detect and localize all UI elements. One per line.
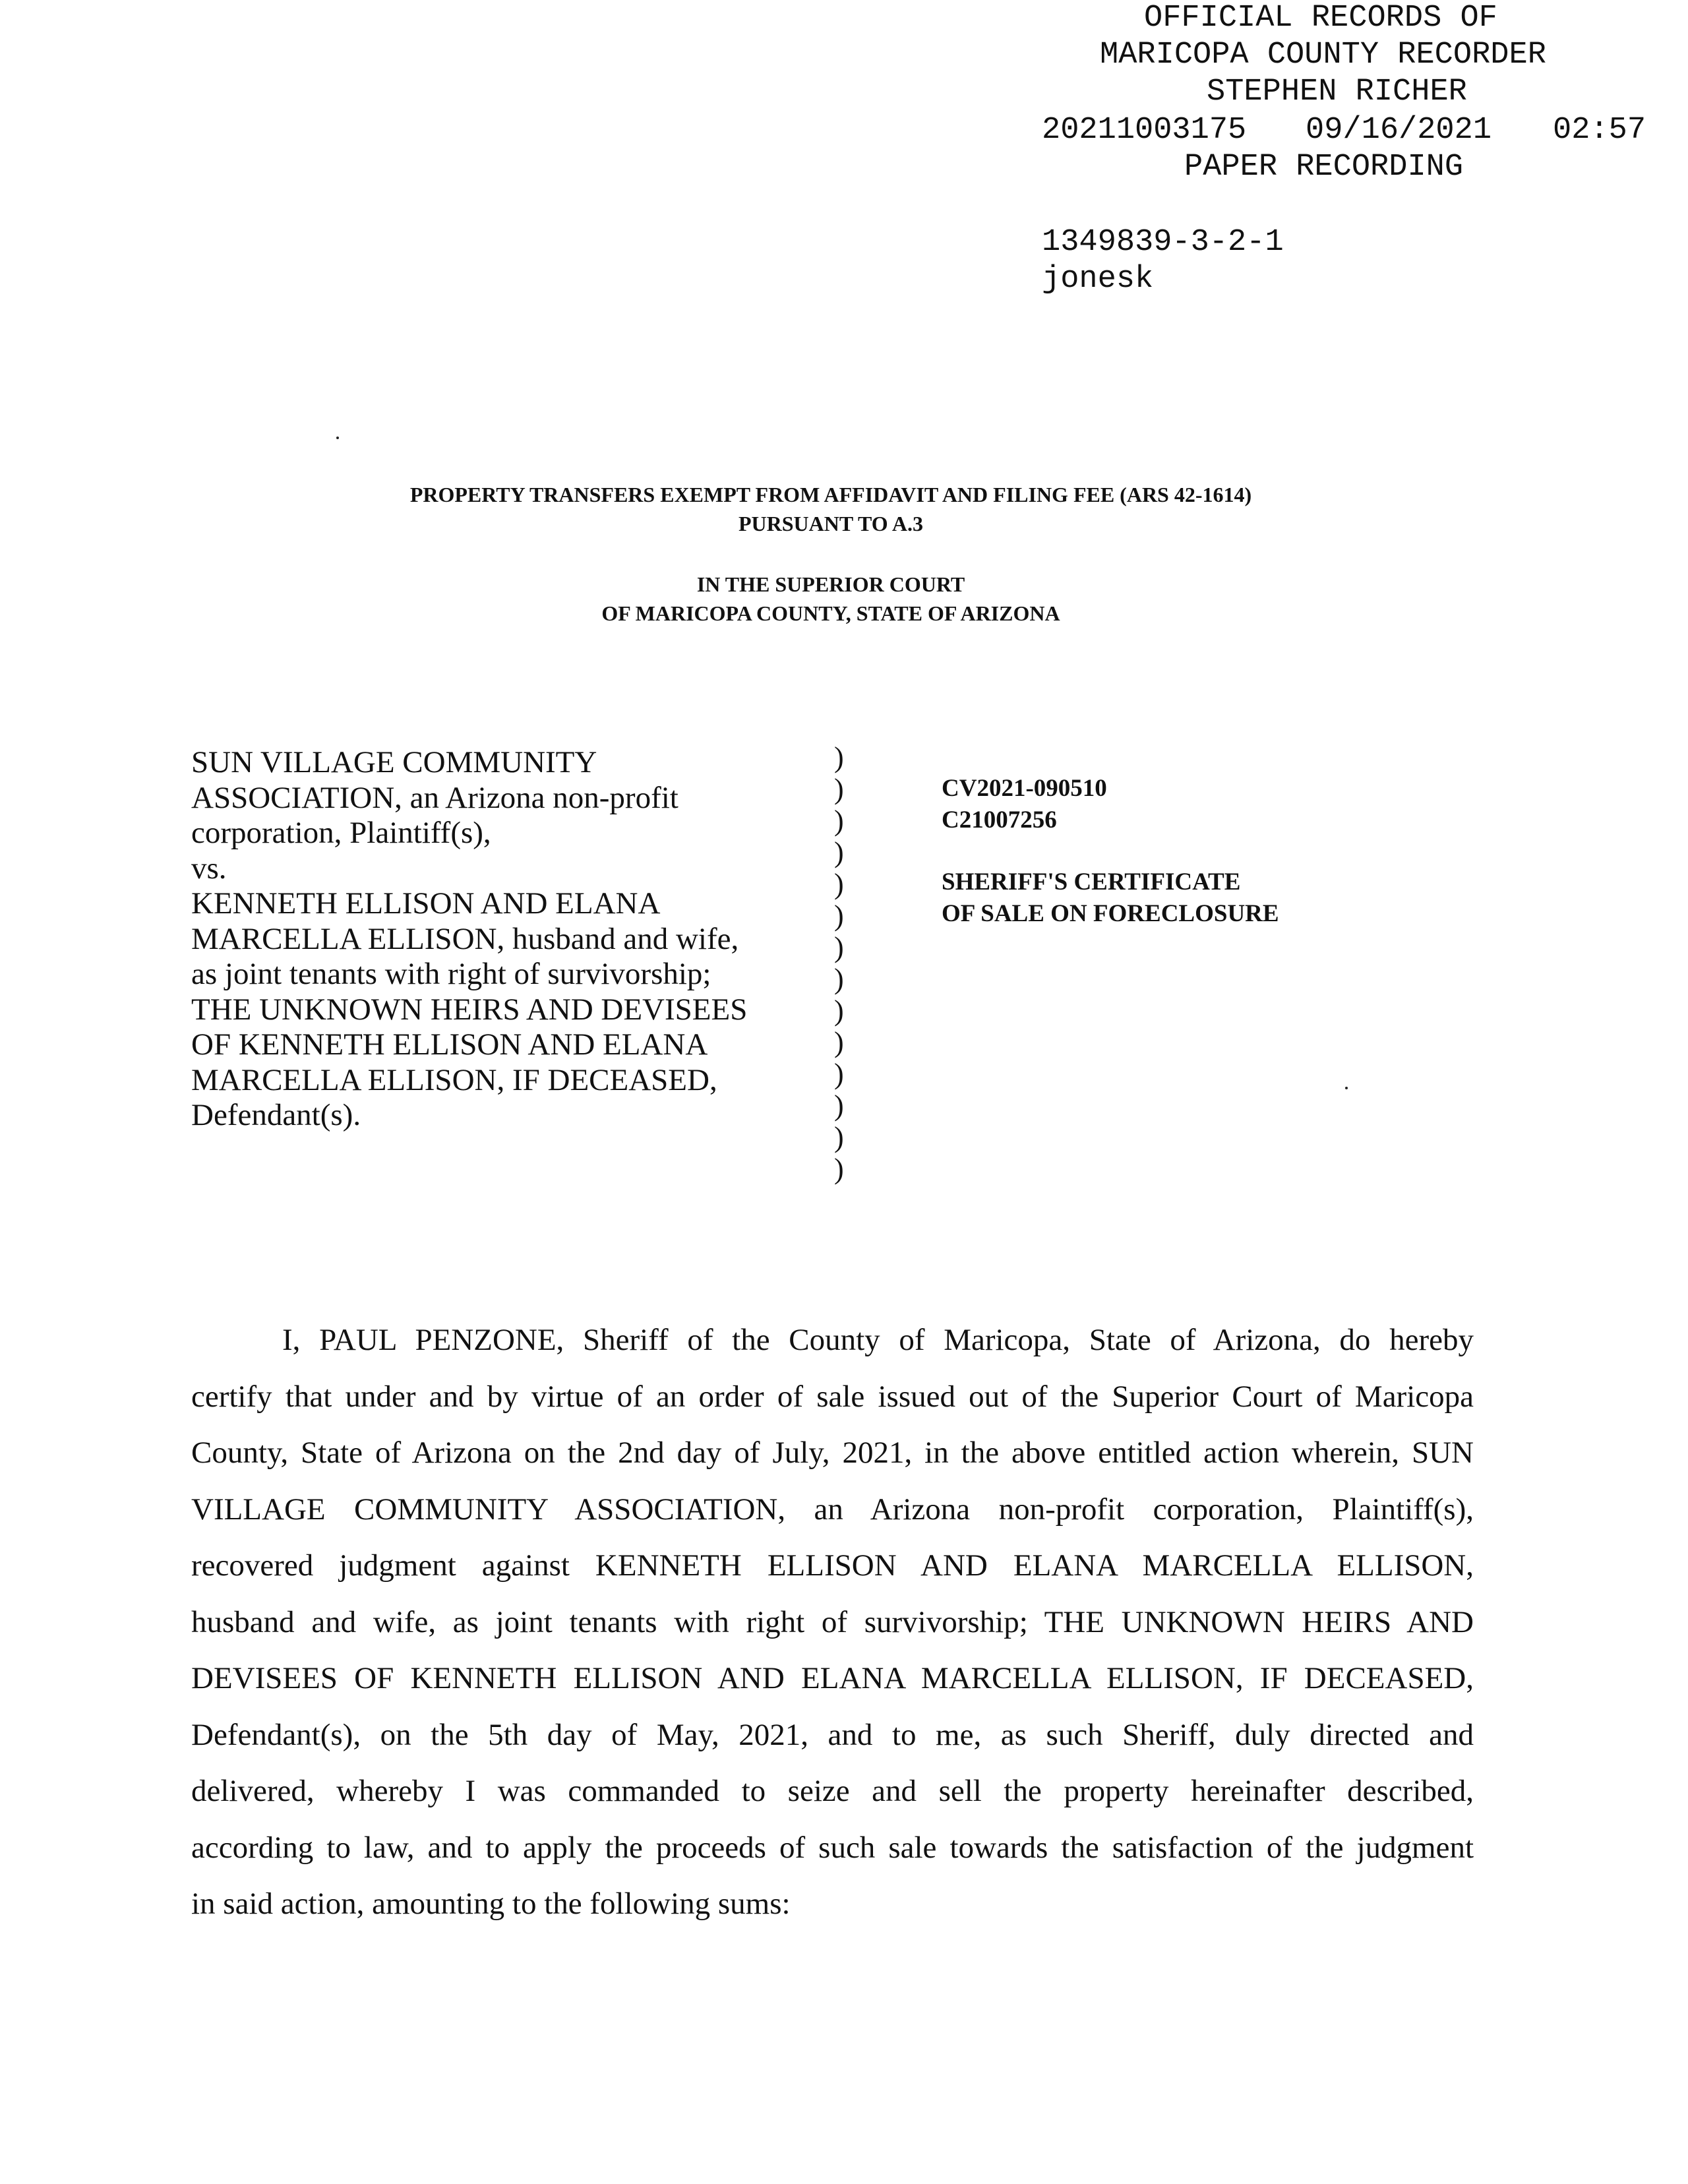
body-line: certify that under and by virtue of an order of sale issued out of the Superior Court of Maricopa bbox=[191, 1379, 1474, 1414]
paren: ) bbox=[834, 1121, 844, 1153]
document-title-line2: OF SALE ON FORECLOSURE bbox=[942, 900, 1279, 927]
sheriff-number: C21007256 bbox=[942, 806, 1057, 834]
caption-line: OF KENNETH ELLISON AND ELANA bbox=[191, 1027, 708, 1062]
caption-line: corporation, Plaintiff(s), bbox=[191, 816, 491, 850]
recorder-stamp bbox=[0, 0, 1646, 406]
stamp-record-number: 20211003175 bbox=[1042, 113, 1247, 148]
body-line: VILLAGE COMMUNITY ASSOCIATION, an Arizona non-profit corporation, Plaintiff(s), bbox=[191, 1492, 1474, 1527]
caption-line: MARCELLA ELLISON, IF DECEASED, bbox=[191, 1062, 717, 1097]
stamp-line-paper-recording: PAPER RECORDING bbox=[1184, 150, 1464, 185]
document-title-line1: SHERIFF'S CERTIFICATE bbox=[942, 868, 1241, 895]
stamp-record-date: 09/16/2021 bbox=[1306, 113, 1492, 148]
paren: ) bbox=[834, 994, 844, 1027]
caption-paren-divider bbox=[834, 742, 844, 1185]
stamp-record-time: 02:57 bbox=[1553, 113, 1646, 148]
case-caption-parties bbox=[191, 745, 824, 1134]
court-header-line1: IN THE SUPERIOR COURT bbox=[696, 572, 965, 596]
paren: ) bbox=[834, 836, 844, 868]
body-line: delivered, whereby I was commanded to seize and sell the property hereinafter described, bbox=[191, 1774, 1474, 1808]
stamp-clerk-id: jonesk bbox=[1042, 262, 1154, 297]
paren: ) bbox=[834, 1058, 844, 1090]
scan-speck bbox=[336, 437, 339, 439]
stamp-line-recorder-name: STEPHEN RICHER bbox=[1207, 75, 1467, 109]
exempt-header-line2: PURSUANT TO A.3 bbox=[738, 512, 924, 535]
caption-line: MARCELLA ELLISON, husband and wife, bbox=[191, 921, 739, 956]
paren: ) bbox=[834, 741, 844, 774]
caption-line: THE UNKNOWN HEIRS AND DEVISEES bbox=[191, 992, 748, 1027]
paren: ) bbox=[834, 899, 844, 932]
stamp-document-code: 1349839-3-2-1 bbox=[1042, 225, 1284, 260]
body-line: according to law, and to apply the proceeds of such sale towards the satisfaction of the judgment bbox=[191, 1830, 1474, 1865]
body-line: County, State of Arizona on the 2nd day of July, 2021, in the above entitled action wherein, SUN bbox=[191, 1436, 1474, 1470]
paren: ) bbox=[834, 804, 844, 837]
caption-line: Defendant(s). bbox=[191, 1098, 361, 1132]
caption-line: vs. bbox=[191, 851, 227, 886]
paren: ) bbox=[834, 1153, 844, 1185]
exempt-header-line1: PROPERTY TRANSFERS EXEMPT FROM AFFIDAVIT AND FILING FEE (ARS 42-1614) bbox=[409, 483, 1252, 506]
paren: ) bbox=[834, 868, 844, 900]
caption-line: SUN VILLAGE COMMUNITY bbox=[191, 745, 597, 779]
body-line: I, PAUL PENZONE, Sheriff of the County of Maricopa, State of Arizona, do hereby bbox=[282, 1323, 1474, 1357]
certificate-body-paragraph bbox=[191, 1312, 1474, 1933]
paren: ) bbox=[834, 1026, 844, 1058]
paren: ) bbox=[834, 963, 844, 995]
paren: ) bbox=[834, 773, 844, 805]
stamp-line-official-records: OFFICIAL RECORDS OF bbox=[1144, 1, 1497, 36]
caption-line: as joint tenants with right of survivorship; bbox=[191, 957, 711, 991]
scan-speck bbox=[1345, 1087, 1348, 1089]
case-number: CV2021-090510 bbox=[942, 775, 1107, 802]
body-line: Defendant(s), on the 5th day of May, 2021, and to me, as such Sheriff, duly directed and bbox=[191, 1717, 1474, 1752]
body-line: DEVISEES OF KENNETH ELLISON AND ELANA MARCELLA ELLISON, IF DECEASED, bbox=[191, 1661, 1474, 1695]
caption-line: KENNETH ELLISON AND ELANA bbox=[191, 886, 661, 921]
body-line: recovered judgment against KENNETH ELLISON AND ELANA MARCELLA ELLISON, bbox=[191, 1548, 1474, 1583]
paren: ) bbox=[834, 931, 844, 963]
paren: ) bbox=[834, 1089, 844, 1122]
body-line: in said action, amounting to the following sums: bbox=[191, 1887, 791, 1921]
stamp-line-county-recorder: MARICOPA COUNTY RECORDER bbox=[1100, 38, 1546, 73]
court-header-line2: OF MARICOPA COUNTY, STATE OF ARIZONA bbox=[601, 601, 1060, 625]
body-line: husband and wife, as joint tenants with right of survivorship; THE UNKNOWN HEIRS AND bbox=[191, 1604, 1474, 1639]
caption-line: ASSOCIATION, an Arizona non-profit bbox=[191, 780, 678, 815]
